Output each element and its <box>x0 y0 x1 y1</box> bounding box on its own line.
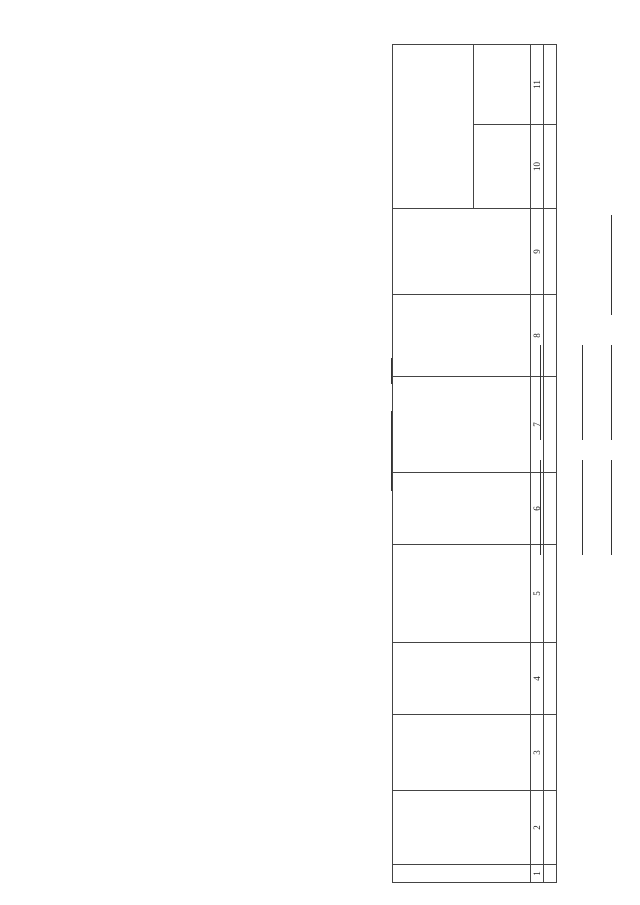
approval-line <box>55 45 72 345</box>
col-header <box>393 545 531 643</box>
col-header <box>393 791 531 865</box>
minister-name-line <box>526 345 541 440</box>
approval-line <box>143 45 160 345</box>
col-header <box>393 377 531 473</box>
col-header <box>393 295 531 377</box>
approval-line <box>72 45 89 345</box>
empty-row <box>544 45 557 883</box>
col-header <box>393 473 531 545</box>
col-subheader <box>474 125 531 209</box>
approval-line <box>126 45 143 345</box>
report-title-line <box>285 65 301 785</box>
column-number: 8 <box>531 295 544 377</box>
approval-line <box>38 45 55 345</box>
col-header <box>393 715 531 791</box>
column-number: 10 <box>531 125 544 209</box>
column-number: 2 <box>531 791 544 865</box>
col-subheader <box>474 45 531 125</box>
executor-sign-line <box>597 460 612 555</box>
column-number: 3 <box>531 715 544 791</box>
col-header <box>393 209 531 295</box>
approval-line <box>160 45 177 345</box>
report-title-line <box>301 65 317 785</box>
column-number: 11 <box>531 45 544 125</box>
approval-line <box>99 45 116 345</box>
col-header <box>393 643 531 715</box>
column-number: 6 <box>531 473 544 545</box>
column-number: 7 <box>531 377 544 473</box>
column-number: 4 <box>531 643 544 715</box>
column-number: 9 <box>531 209 544 295</box>
col-header-group <box>393 45 474 209</box>
finance-sign-line <box>568 460 583 555</box>
approval-block <box>38 45 194 345</box>
column-number: 5 <box>531 545 544 643</box>
col-header <box>393 865 531 883</box>
approval-line <box>177 45 194 345</box>
report-title-line <box>317 65 333 785</box>
report-title <box>285 65 398 785</box>
column-number: 1 <box>531 865 544 883</box>
executor-name-line <box>597 345 612 440</box>
executor-phone-line <box>597 215 612 315</box>
report-title-line <box>349 65 365 785</box>
finance-name-line <box>568 345 583 440</box>
minister-sign-line <box>526 460 541 555</box>
report-title-line <box>365 65 381 785</box>
report-title-line <box>333 65 349 785</box>
